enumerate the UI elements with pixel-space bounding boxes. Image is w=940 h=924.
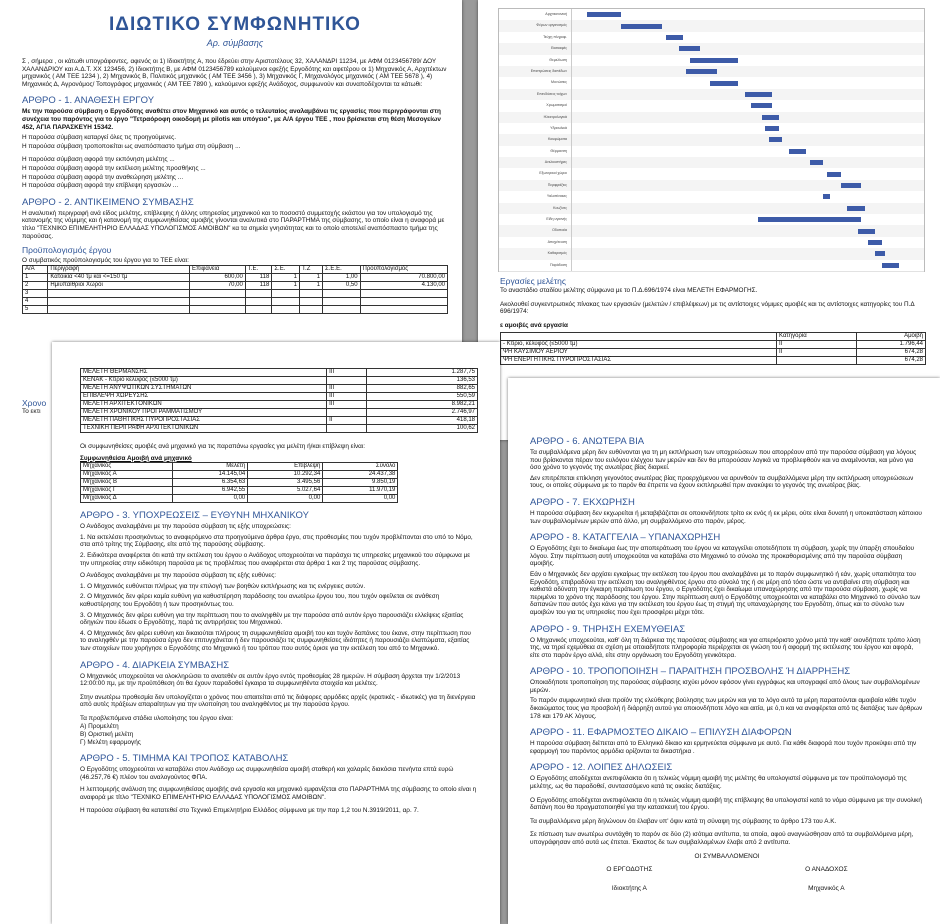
budget-cell [48,289,190,297]
signature-contractor [805,866,848,892]
gantt-task-bar [621,24,662,29]
agreed-cell: Μηχανικός Δ [81,495,173,503]
studies-text-2: Ακολουθεί συγκεντρωτικός πίνακας των εργασιών (μελετών / επιβλέψεων) με τις αντίστοιχες νόμιμες αμοιβές και τις αντίστοιχες κατηγορίες του Π.Δ 696/1974: [500,300,915,316]
budget-header-cell: Τ.Ε. [245,265,271,273]
article-3-obligation: 2. Ειδικότερα αναφέρεται ότι κατά την εκτέλεση του έργου ο Ανάδοχος υποχρεούται να παράσχει τις υπηρεσίες μηχανικού του σύμφωνα με την υπηρεσίας στην ειδικότερη παρούσα με τις προβλέπεις που αναφέρεται στα άρθρα 1 και 2 της παρούσας σύμβασης. [80,551,471,567]
agreed-fees-text: Οι συμφωνηθείσες αμοιβές ανά μηχανικό για τις παραπάνω εργασίες για μελέτη ή/και επίβλεψη είναι: [80,443,366,450]
budget-cell [300,297,323,305]
fees-table [80,368,478,433]
signature-contractor-role: Ο ΑΝΑΔΟΧΟΣ [805,866,848,874]
gantt-task-bar [847,206,864,211]
agreed-header-cell: Μηχανικός [81,463,173,471]
article-4-stage: Β) Οριστική μελέτη [80,731,134,739]
budget-cell: 1 [23,273,48,281]
budget-header-cell: Σ.Ε.Ε. [323,265,361,273]
budget-cell [245,305,271,313]
article-1-line: Η παρούσα σύμβαση αφορά την εκτέλεση μελέτης προσθήκης ... [22,164,206,172]
agreed-row [81,487,398,495]
gantt-row-label: Υαλοπίνακες [546,194,567,199]
gantt-row-label: Αποχέτευση [547,239,567,244]
article-11-text: Η παρούσα σύμβαση διέπεται από το Ελληνικό δίκαιο και ερμηνεύεται σύμφωνα με αυτό. Για κάθε διαφορά που τυχόν προκύψει από την εφαρμογή του παρόντος αρμόδια ορίζονται τα δικαστήρια . [530,740,917,755]
budget-cell: 5 [23,305,48,313]
fees-cell: 100,62 [366,425,478,433]
fees-cell: ΙΙΙ [327,385,366,393]
agreed-header-cell: Μελέτη [173,463,248,471]
budget-cell [48,305,190,313]
agreed-cell: 6.354,63 [173,479,248,487]
gantt-row-label: Θεμελίωση [549,57,567,62]
agreed-cell: Μηχανικός Γ [81,487,173,495]
fees-row [81,393,478,401]
fees-cell: ΜΕΛΕΤΗ ΧΡΟΝΙΚΟΥ ΠΡΟΓΡΑΜΜΑΤΙΣΜΟΥ [81,409,327,417]
gantt-task-bar [858,229,875,234]
budget-table [22,265,448,314]
gantt-task-bar [868,240,882,245]
budget-header-cell: Περιγραφή [48,265,190,273]
budget-cell [245,289,271,297]
article-3-liabilities [80,583,478,653]
budget-row [23,305,448,313]
gantt-task-bar [686,69,717,74]
fees-cell: ΜΕΛΕΤΗ ΑΝΥΨΩΤΙΚΩΝ ΣΥΣΤΗΜΑΤΩΝ [81,385,327,393]
gantt-row-label: Επιστρώσεις δαπέδων [530,68,567,73]
studies-text: Το αναστάδιο σταδίου μελέτης σύμφωνα με το Π.Δ.696/1974 είναι ΜΕΛΕΤΗ ΕΦΑΡΜΟΓΗΣ. [500,287,758,294]
article-7-heading: ΑΡΘΡΟ - 7. ΕΚΧΩΡΗΣΗ [530,496,635,508]
budget-cell [272,305,300,313]
budget-cell: 70,00 [190,281,246,289]
budget-cell [360,297,447,305]
budget-cell: 4 [23,297,48,305]
gantt-task-bar [882,263,899,268]
budget-cell [323,305,361,313]
article-10-heading: ΑΡΘΡΟ - 10. ΤΡΟΠΟΠΟΙΗΣΗ – ΠΑΡΑΙΤΗΣΗ ΠΡΟΣΒΟΛΗΣ Ή ΔΙΑΡΡΗΞΗΣ [530,666,851,678]
fees-cell: ΜΕΛΕΤΗ ΘΕΡΜΑΝΣΗΣ [81,369,327,377]
fees-cell: ΙΙ [327,417,366,425]
budget-header-cell: Επιφάνεια [190,265,246,273]
agreed-row [81,495,398,503]
article-12-text: Ο Εργοδότης αποδέχεται ανεπιφύλακτα ότι η τελικώς νόμιμη αμοιβή της μελέτης θα υπολογιστεί σύμφωνα με τον προϋπολογισμό της μελέτης, ως θα παραδοθεί, συντασσόμενο κατά τις οικείες διατάξεις. [530,775,907,791]
budget-cell: 1 [300,281,323,289]
article-4-text-2: Στην ανωτέρω προθεσμία δεν υπολογίζεται ο χρόνος που απαιτείται από τις διάφορες αρμόδιες αρχές (κρατικές - ιδιωτικές) για τη διενέργεια από αυτές πράξεων απαραίτητων για την υλοποίηση του αναληφθέντος με την παρούσα έργου. [80,693,476,709]
budget-header-cell: Τ.Ζ [300,265,323,273]
budget-cell: 118 [245,281,271,289]
article-8-text: Ο Εργοδότης έχει το δικαίωμα έως την αποπεράτωση του έργου να καταγγείλει οποτεδήποτε τη σύμβαση, χωρίς την ύπαρξη σπουδαίου λόγου. Στην περίπτωση αυτή υποχρεούται να καταβάλει στο Μηχανικό το σύνολο της προκαθορισμένης από την παρούσα σύμβαση αμοιβής. [530,545,915,568]
agreed-cell: Μηχανικός Β [81,479,173,487]
article-12-text-3: Τα συμβαλλόμενα μέρη δηλώνουν ότι έλαβαν υπ' όψιν κατά τη σύναψη της σύμβασης το άρθρο 173 του Α.Κ. [530,817,837,825]
agreed-cell: 0,00 [323,495,398,503]
budget-caption: Ο συμβατικός προϋπολογισμός του έργου για το ΤΕΕ είναι: [22,257,189,265]
agreed-cell: Μηχανικός Α [81,471,173,479]
article-5-text-3: Η παρούσα σύμβαση θα κατατεθεί στο Τεχνικό Επιμελητήριο Ελλάδος σύμφωνα με την παρ 1,2 του Ν.3919/2011, αρ. 7. [80,806,419,814]
fees-cell [327,377,366,385]
budget-cell [48,297,190,305]
gantt-row-label: Παράδοση [549,262,567,267]
gantt-task-bar [769,137,783,142]
document-page-2 [478,0,940,440]
budget-cell [190,297,246,305]
article-1-line: Η παρούσα σύμβαση αφορά την επίβλεψη εργασιών ... [22,182,179,190]
agreed-row [81,479,398,487]
article-3-obligations [80,534,478,567]
article-9-heading: ΑΡΘΡΟ - 9. ΤΗΡΗΣΗ ΕΧΕΜΥΘΕΙΑΣ [530,623,686,635]
fees-cell: ΨΗ ΚΑΥΣΙΜΟΥ ΑΕΡΙΟΥ [501,349,777,357]
gantt-row-label: Τεύχη πληροφ. [543,34,567,39]
budget-cell [272,297,300,305]
fees-header-cell: Κατηγορία [777,333,857,341]
gantt-row-label: Εκσκαφές [551,46,567,51]
article-1-lines [22,134,448,190]
agreed-cell: 0,00 [248,495,323,503]
fees-cell: ΙΙΙ [327,401,366,409]
document-page-4 [508,378,940,924]
article-5-text-2: Η λεπτομερής ανάλυση της συμφωνηθείσας αμοιβής ανά εργασία και μηχανικό εμφανίζεται στο ΠΑΡΑΡΤΗΜΑ της σύμβασης το οποίο είναι η αναφορά με τίτλο "ΤΕΧΝΙΚΟ ΕΠΙΜΕΛΗΤΗΡΙΟ ΕΛΛΑΔΑΣ ΥΠΟΛΟΓΙΣΜΟΣ ΑΜΟΙΒΩΝ". [80,786,477,802]
budget-header-cell: Σ.Ε. [272,265,300,273]
agreed-cell: 5.027,64 [248,487,323,495]
budget-cell [190,289,246,297]
fees-cell: ΙΙ [777,349,857,357]
fees-row [81,417,478,425]
fees-caption: ε αμοιβές ανά εργασία [500,321,568,329]
article-3-intro-2: Ο Ανάδοχος αναλαμβάνει με την παρούσα σύμβαση τις εξής ευθύνες: [80,572,277,580]
article-6-text: Τα συμβαλλόμενα μέρη δεν ευθύνονται για τη μη εκπλήρωση των υποχρεώσεων που απορρέουν από την παρούσα σύμβαση για λόγους που βρίσκονται πέραν του ευλόγου ελέγχου των μερών και δεν θα μπορούσαν λογικά να προβλεφθούν και να αναμένονται, και μόνο για όσο χρόνο το γεγονός της ανωτέρας βίας διαρκεί. [530,449,917,472]
article-6-heading: ΑΡΘΡΟ - 6. ΑΝΩΤΕΡΑ ΒΙΑ [530,436,645,447]
gantt-task-bar [841,183,862,188]
fees-cell: ΚΕΝΑΚ - Κτίριο κέλυφος (≤5000 τμ) [81,377,327,385]
gantt-row-label: Εξωτερικοί χώροι [539,171,567,176]
fees-row [81,425,478,433]
article-5-text: Ο Εργοδότης υποχρεούται να καταβάλει στον Ανάδοχο ως συμφωνηθείσα αμοιβή σταθερή και χαλαρές διακόσια πενήντα επτά ευρώ (46.257,76 €) πλέον του αναλογούντος ΦΠΑ. [80,766,454,781]
fees-cell: 136,53 [366,377,478,385]
gantt-task-bar [666,35,683,40]
article-1-line: Η παρούσα σύμβαση αφορά την αναθεώρηση μελέτης ... [22,173,184,181]
article-4-heading: ΑΡΘΡΟ - 4. ΔΙΑΡΚΕΙΑ ΣΥΜΒΑΣΗΣ [80,659,230,671]
gantt-row-label: Επενδύσεις τοίχων [536,91,567,96]
agreed-cell: 14.145,04 [173,471,248,479]
gantt-chart [498,8,925,272]
article-3-obligation: 1. Να εκτελέσει προσηκόντως το αναφερόμενο στα προηγούμενα άρθρα έργο, στις προθεσμίες που τυχόν προβλέπονται στο υπό το Νόμο, στα από τρίτης της Σύμβασης, είτε από της παρούσης σύμβασης. [80,533,473,549]
budget-cell: 1 [300,273,323,281]
agreed-cell: 10.292,34 [248,471,323,479]
article-12-heading: ΑΡΘΡΟ - 12. ΛΟΙΠΕΣ ΔΗΛΩΣΕΙΣ [530,762,673,774]
gantt-row-label: Περιφράξεις [547,182,567,187]
gantt-task-bar [810,160,824,165]
intro-paragraph: Σ , σήμερα , οι κάτωθι υπογράφοντες, αφενός οι 1) Ιδιοκτήτης Α, που έδρεύει στην Αριστοτέλους 32, ΧΑΛΑΝΔΡΙ 11234, με ΑΦΜ 0123456789/ ΔΟΥ ΧΑΛΑΝΔΡΙΟΥ και Α.Δ.Τ. ΧΧ 123456, 2) Ιδιοκτήτης Β, με ΑΦΜ 0123456789 καλούμενοι εφεξής Εργοδότης και αφετέρου οι 1) Μηχανικός Α, Αρχιτέκτων μηχανικός ( ΑΜ ΤΕΕ 1234 ), 2) Μηχανικός Β, Πολιτικός μηχανικός ( ΑΜ ΤΕΕ 3456 ), 3) Μηχανικός Γ, Μηχανολόγος μηχανικός ( ΑΜ ΤΕΕ 5678 ), 4) Μηχανικός Δ, Αγρονόμος/ Τοπογράφος μηχανικός ( ΑΜ ΤΕΕ 7890 ), καλούμενοι εφεξής Ανάδοχος, συμφωνούν και συναποδέχονται τα κάτωθι: [22,58,447,88]
article-3-liability: 1. Ο Μηχανικός ευθύνεται πλήρως για την επιλογή των βοηθών εκπλήρωσης και τις ενέργειες αυτών. [80,582,366,590]
fees-cell: ΨΗ ΕΝΕΡΓΗΤΙΚΗΣ ΠΥΡΟΠΡΟΣΤΑΣΙΑΣ [501,357,777,365]
article-8-text-2: Εάν ο Μηχανικός δεν αρχίσει εγκαίρως την εκτέλεση του έργου που αναλαμβάνει με το παρόν συμφωνητικό ή εάν, χωρίς υπαιτιότητα του Εργοδότη, επιβραδύνει την εκτέλεση του αναληφθέντος έργου στο σύνολό της ή σε μέρη ατό τόσο ώστε να αντιβαίνει στη σύμβαση και καθιστά αδύνατη την έγκαιρη περάτωση του έργου, ο Εργοδότης έχει δικαίωμα υπαναχώρησης από την παρούσα σύμβαση, χωρίς να περιμένει το χρόνο της παράδοσης του έργου. Στην περίπτωση αυτή ο Εργοδότης υποχρεούται να καταβάλει στο Μηχανικό το σύνολο των δαπανών που αυτός έχει κάνει για την εκτέλεση του έργου έως τη στιγμή της υπαναχώρησης του Εργοδότη, όπως και το σύνολο των αμοιβών του για τις υπηρεσίες που έχει προσφέρει μέχρι τότε. [530,570,921,616]
fees-cell: - Κτίριο, κέλυφος (≤5000 τμ) [501,341,777,349]
fees-cell: 882,65 [366,385,478,393]
document-title: ΙΔΙΩΤΙΚΟ ΣΥΜΦΩΝΗΤΙΚΟ [109,14,361,35]
gantt-row-label: Αρχιτεκτονική [545,12,567,16]
article-11-heading: ΑΡΘΡΟ - 11. ΕΦΑΡΜΟΣΤΕΟ ΔΙΚΑΙΟ – ΕΠΙΛΥΣΗ ΔΙΑΦΟΡΩΝ [530,727,792,739]
gantt-row-label: Φέρων οργανισμός [536,23,567,28]
gantt-task-bar [765,126,779,131]
budget-header-cell: Α/Α [23,265,48,273]
fees-cell: 1.796,44 [856,341,925,349]
closing-paragraph: Σε πίστωση των ανωτέρω συντάχθη το παρόν σε δύο (2) ισότιμα αντίτυπα, τα οποία, αφού αναγνώσθησαν από τα συμβαλλόμενα μέρη, υπογράφησαν από αυτά ως έπεται. Έκαστος δε των συμβαλλομένων έλαβε από 2 αντίτυπα. [530,831,914,846]
budget-cell: Ημιυπαίθριοι Χώροι [48,281,190,289]
fees-cell: 1.287,75 [366,369,478,377]
fees-row [81,385,478,393]
article-2-heading: ΑΡΘΡΟ - 2. ΑΝΤΙΚΕΙΜΕΝΟ ΣΥΜΒΑΣΗΣ [22,196,194,208]
budget-cell: 2 [23,281,48,289]
budget-cell: 70.800,00 [360,273,447,281]
article-10-text-2: Το παρόν συμφωνητικό είναι προϊόν της ελεύθερης βούλησης των μερών και για το λόγο αυτό τα μέρη παραιτούνται αμοιβαία κάθε τυχόν δικαιώματος τους για προσβολή ή διάρρηξη αυτού για οποιονδήποτε λόγο και αιτία, με ό,τι και να αναφέρεται από τις διατάξεις των άρθρων 178 και 179 ΑΚ λόγους. [530,697,923,720]
budget-cell: 1 [272,273,300,281]
agreed-header-cell: Σύνολο [323,463,398,471]
article-1-heading: ΑΡΘΡΟ - 1. ΑΝΑΘΕΣΗ ΕΡΓΟΥ [22,95,155,107]
fees-header-cell: Αμοιβή [856,333,925,341]
article-4-stages-intro: Τα προβλεπόμενα στάδια υλοποίησης του έργου είναι: [80,714,234,722]
budget-cell: 1,00 [323,273,361,281]
fees-row [501,349,926,357]
fees-row [81,409,478,417]
gantt-task-bar [875,251,885,256]
article-5-heading: ΑΡΘΡΟ - 5. ΤΙΜΗΜΑ ΚΑΙ ΤΡΟΠΟΣ ΚΑΤΑΒΟΛΗΣ [80,753,289,765]
budget-cell [300,305,323,313]
gantt-task-bar [751,103,772,108]
article-1-text: Με την παρούσα σύμβαση ο Εργοδότης αναθέτει στον Μηχανικό και αυτός ο τελευταίος αναλαμβάνει τις εργασίες που περιγράφονται στη συνέχεια του παρόντος για το έργο "Τετραόροφη οικοδομή με pilotis και υπόγειο", με Α/Α έργου ΤΕΕ , που βρίσκεται στη θέση Μεσογείων 452, ΑΓΙΑ ΠΑΡΑΣΚΕΥΗ 15342. [22,108,441,131]
article-1-line: Η παρούσα σύμβαση αφορά την εκπόνηση μελέτης ... [22,156,175,164]
gantt-task-bar [789,149,806,154]
fees-row [501,341,926,349]
fees-cell: ΙΙ [777,341,857,349]
document-page-3 [52,342,500,924]
agreed-fees-table [80,462,398,503]
contract-number: Αρ. σύμβασης [206,38,264,48]
gantt-task-bar [758,217,861,222]
gantt-row [499,260,924,272]
article-4-stages [80,723,478,746]
signature-contractor-name: Μηχανικός Α [808,885,845,893]
fees-cell: 674,28 [856,357,925,365]
budget-cell: Κατοικία <40 τμ και <=150 τμ [48,273,190,281]
gantt-row-label: Καθαρισμός [547,251,567,256]
budget-cell: 1 [272,281,300,289]
gantt-task-bar [587,12,621,17]
article-3-liability: 2. Ο Μηχανικός δεν φέρει καμία ευθύνη για καθυστέρηση παράδοσης του ανωτέρω έργου του, που τυχόν οφείλεται σε ανάθεση καθυστέρησης του Εργοδότη ή των προσηκόντως του. [80,593,440,608]
budget-cell: 0,50 [323,281,361,289]
budget-cell: 118 [245,273,271,281]
article-8-heading: ΑΡΘΡΟ - 8. ΚΑΤΑΓΓΕΛΙΑ – ΥΠΑΝΑΧΩΡΗΣΗ [530,532,721,544]
article-6-text-2: Δεν επιτρέπεται επίκληση γεγονότος ανωτέρας βίας προερχόμενου να αρυνθούν τα συμβαλλόμενα μέρη την εκπλήρωση υποχρεώσεων τους, οι οποίες σύμφωνα με το παρόν θα έπρεπε να έχουν εκπληρωθεί πριν ανακύψει το γεγονός της ανωτέρας βίας. [530,474,914,490]
agreed-cell: 6.942,55 [173,487,248,495]
budget-cell [360,289,447,297]
fees-cell: 8.982,21 [366,401,478,409]
budget-cell [272,289,300,297]
article-1-line: Η παρούσα σύμβαση καταργεί όλες τις προηγούμενες. [22,134,177,142]
fees-cell: 418,18 [366,417,478,425]
article-1-line: Η παρούσα σύμβαση τροποποιείται ως αναπόσπαστο τμήμα στη σύμβαση ... [22,142,241,150]
budget-cell [300,289,323,297]
budget-cell: 600,00 [190,273,246,281]
article-4-text: Ο Μηχανικός υποχρεούται να ολοκληρώσει το ανατεθέν σε αυτόν έργο εντός προθεσμίας 28 ημερών. Η σύμβαση άρχεται την 1/2/2013 12:00:00 πμ, με την προϋπόθεση ότι θα έχουν παραδοθεί έγκαιρα τα συμφωνηθέντα στοιχεία και μελέτες. [80,672,461,688]
gantt-task-bar [823,194,830,199]
budget-cell: 3 [23,289,48,297]
article-3-intro: Ο Ανάδοχος αναλαμβάνει με την παρούσα σύμβαση τις εξής υποχρεώσεις: [80,523,291,531]
fees-cell: 2.746,97 [366,409,478,417]
gantt-task-bar [762,115,779,120]
budget-cell: 4.130,00 [360,281,447,289]
fees-cell: ΙΙΙ [327,393,366,401]
gantt-row-label: Κουφώματα [547,137,567,142]
article-12-text-2: Ο Εργοδότης αποδέχεται ανεπιφύλακτα ότι η τελικώς νόμιμη αμοιβή της επίβλεψης θα υπολογιστεί κατά το νόμο σύμφωνα με την συνολική δαπάνη που θα πραγματοποιηθεί για την κατασκευή του έργου. [530,796,922,812]
agreed-cell: 3.495,56 [248,479,323,487]
gantt-row-label: Ανελκυστήρες [544,160,567,165]
gantt-row-label: Είδη υγιεινής [546,217,567,222]
budget-row [23,281,448,289]
agreed-cell: 24.437,38 [323,471,398,479]
gantt-row-label: Ηλεκτρολογικά [543,114,567,119]
fees-cell [327,425,366,433]
gantt-row-label: Χρωματισμοί [546,103,567,108]
article-3-liability: 3. Ο Μηχανικός δεν φέρει ευθύνη για την περίπτωση που το αναληφθέν με την παρούσα από αυτόν έργο παρουσιάζει ελλείψεις εξαιτίας οδηγιών που έδωσε ο Εργοδότης, παρά τις αντιρρήσεις του Μηχανικού. [80,611,464,627]
article-9-text: Ο Μηχανικός υποχρεούται, καθ' όλη τη διάρκεια της παρούσας σύμβασης και για απεριόριστο χρόνο μετά την καθ' οιονδήποτε τρόπο λύση της, να τηρεί εχεμύθεια σε σχέση με οποιαδήποτε πληροφορία περιέρχεται σε γνώση του ή αφορμή της εκτέλεσης του έργου και αφορά, είτε στο παρόν έργο αλλά, είτε στην οργάνωση του Εργοδότη γενικότερα. [530,636,921,659]
budget-row [23,297,448,305]
studies-heading: Εργασίες μελέτης [500,276,566,286]
fees-cell: 550,59 [366,393,478,401]
gantt-row-label: Θέρμανση [550,148,567,153]
article-7-text: Η παρούσα σύμβαση δεν εκχωρείται ή μεταβιβάζεται σε οποιονδήποτε τρίτο εκ ενός ή εκ μέρει, ούτε είναι δυνατή η υποκατάσταση κάποιου των συμβαλλομένων μερών από άλλο, μη συμβαλλόμενο στο παρόν, μέρος. [530,509,922,525]
budget-row [23,273,448,281]
agreed-cell: 9.850,19 [323,479,398,487]
article-10-text: Οποιαδήποτε τροποποίηση της παρούσας σύμβασης ισχύει μόνον εφόσον γίνει εγγράφως και υπογραφεί από όλους των συμβαλλομένων μερών. [530,679,920,694]
fees-header-cell [501,333,777,341]
fees-cell: ΜΕΛΕΤΗ ΠΑΘΗΤΙΚΗΣ ΠΥΡΟΠΡΟΣΤΑΣΙΑΣ [81,417,327,425]
gantt-row-label: Οδοποιία [552,228,567,233]
gantt-task-bar [745,92,772,97]
article-4-stage: Γ) Μελέτη εφαρμογής [80,738,141,746]
fees-row [501,357,926,365]
budget-cell [190,305,246,313]
budget-heading: Προϋπολογισμός έργου [22,245,112,256]
signatures-heading: ΟΙ ΣΥΜΒΑΛΛΟΜΕΝΟΙ [694,852,760,860]
budget-cell [245,297,271,305]
agreed-cell: 11.970,19 [323,487,398,495]
gantt-task-bar [710,81,737,86]
signatures-block [530,866,924,892]
agreed-row [81,471,398,479]
gantt-label-divider [571,9,572,271]
fees-cell: 674,28 [856,349,925,357]
agreed-cell: 0,00 [173,495,248,503]
fees-row [81,369,478,377]
fees-cell: ΤΕΧΝΙΚΗ ΠΕΡΙΓΡΑΦΗ ΑΡΧΙΤΕΚΤΟΝΙΚΩΝ [81,425,327,433]
gantt-task-bar [679,46,700,51]
side-heading-fragment: Χρονο [22,398,47,408]
budget-cell [360,305,447,313]
gantt-row-label: Κουζίνες [553,205,567,210]
article-2-text: Η αναλυτική περιγραφή ανά είδος μελέτης, επίβλεψης ή άλλης υπηρεσίας μηχανικού και το ποσοστό συμμετοχής εκάστου για τον υπολογισμό της κατανομής της νόμιμης και ή κατανομή της συμφωνηθείσας αμοιβής γίνονται αναλυτικά στο ΠΑΡΑΡΤΗΜΑ της σύμβασης, το οποίο είναι η αναφορά με τίτλο "ΤΕΧΝΙΚΟ ΕΠΙΜΕΛΗΤΗΡΙΟ ΕΛΛΑΔΑΣ ΥΠΟΛΟΓΙΣΜΟΣ ΑΜΟΙΒΩΝ" κα τα σημεία γνησιότητας και το οποίο αποτελεί αναπόσπαστο τμήμα της παρούσας. [22,209,445,240]
gantt-task-bar [690,58,738,63]
article-4-stage: Α) Προμελέτη [80,723,119,731]
article-3-liability: 4. Ο Μηχανικός δεν φέρει ευθύνη και δικαιούται πλήρους τη συμφωνηθείσα αμοιβή του και τυχόν δαπάνες του έκανε, στην περίπτωση που το αναληφθέν με την παρούσα έργο δεν επιτυγχάνεται ή δεν παρουσιάζει τις συμφωνηθείσες ιδιότητες ή παρουσιάζει ελαττώματα, εξαιτίας των στοιχείων που χορήγησε ο Εργοδότης στο Μηχανικό ή του τρόπου που αυτός όρισε για την εκτέλεση του από το Μηχανικό. [80,629,471,652]
article-3-heading: ΑΡΘΡΟ - 3. ΥΠΟΧΡΕΩΣΕΙΣ – ΕΥΘΥΝΗ ΜΗΧΑΝΙΚΟΥ [80,510,309,522]
gantt-row-label: Μονώσεις [551,80,567,85]
fees-table-top [500,332,926,365]
agreed-fees-caption: Συμφωνηθείσα Αμοιβή ανά μηχανικό [80,454,192,462]
fees-cell [327,409,366,417]
signature-employer-role: Ο ΕΡΓΟΔΟΤΗΣ [606,866,653,874]
budget-row [23,289,448,297]
gantt-task-bar [827,172,841,177]
fees-cell: ΙΙΙ [327,369,366,377]
side-text-fragment: Το εκτι [22,408,41,415]
budget-cell [323,289,361,297]
budget-cell [323,297,361,305]
fees-row [81,401,478,409]
fees-row [81,377,478,385]
fees-cell [777,357,857,365]
signature-employer [606,866,652,892]
agreed-header-cell: Επίβλεψη [248,463,323,471]
fees-cell: ΕΠΙΒΛΕΨΗ ΧΩΡΕΥΣΗΣ [81,393,327,401]
fees-cell: ΜΕΛΕΤΗ ΑΡΧΙΤΕΚΤΟΝΙΚΩΝ [81,401,327,409]
gantt-row-label: Υδραυλικά [550,125,567,130]
signature-employer-name: Ιδιοκτήτης Α [611,885,647,893]
budget-header-cell: Προϋπολογισμός [360,265,447,273]
